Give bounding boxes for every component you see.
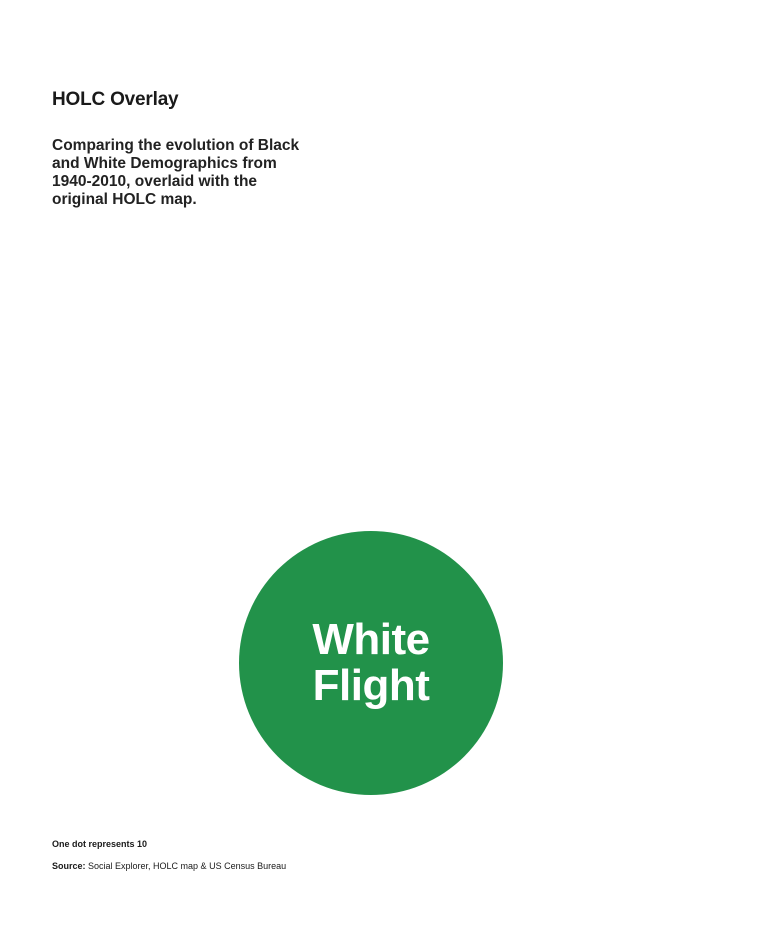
- badge-line-2: Flight: [312, 661, 430, 710]
- page-title: HOLC Overlay: [52, 89, 179, 110]
- dot-scale-note: One dot represents 10: [52, 839, 148, 849]
- source-text: Social Explorer, HOLC map & US Census Bureau: [85, 861, 287, 871]
- page-subtitle: Comparing the evolution of Black and White Demographics from 1940-2010, overlaid with the original HOLC map.: [52, 137, 300, 208]
- badge-text: [312, 617, 429, 709]
- source-note: [52, 861, 286, 871]
- badge-line-1: White: [312, 615, 430, 664]
- white-flight-badge: [239, 531, 503, 795]
- source-label: Source:: [52, 861, 86, 871]
